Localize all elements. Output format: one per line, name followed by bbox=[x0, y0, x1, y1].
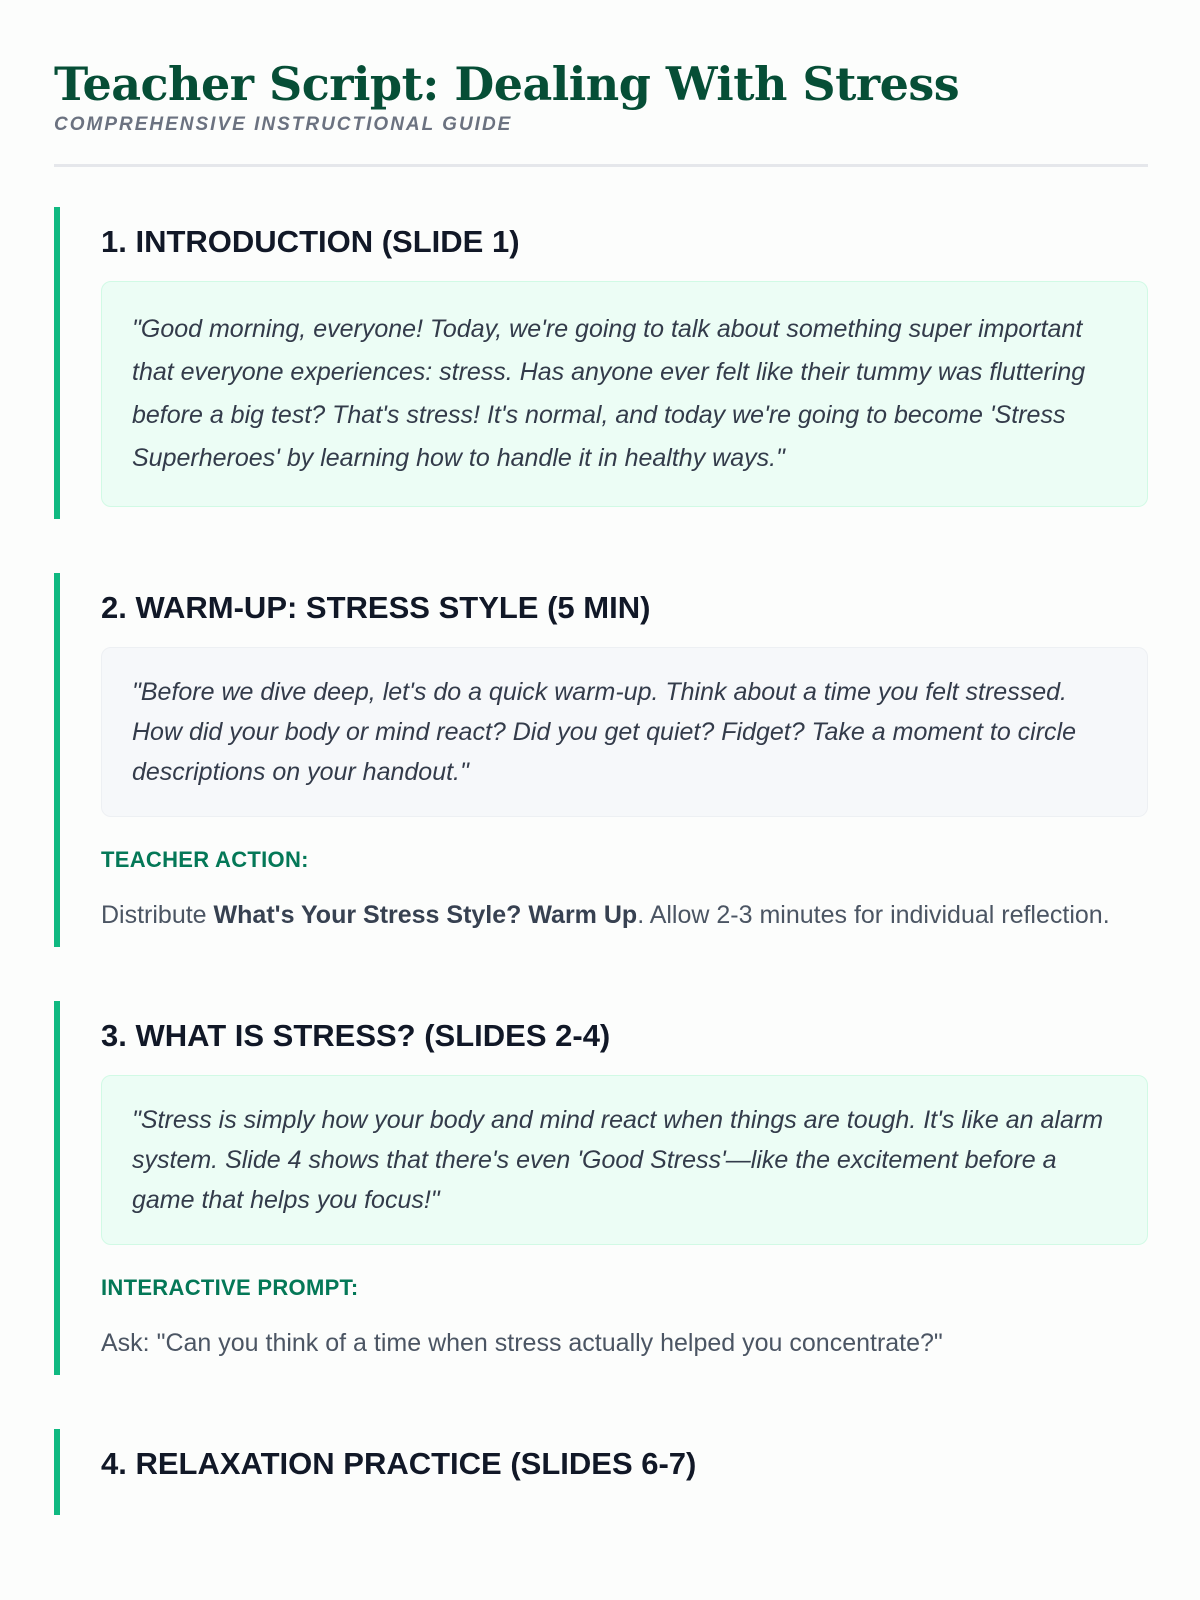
teacher-script-box: "Stress is simply how your body and mind react when things are tough. It's like an alarm system. Slide 4 shows that there's even 'Good Stress'—like the excitement before a game that helps you focus!" bbox=[101, 1075, 1148, 1245]
teacher-action-label: TEACHER ACTION: bbox=[101, 847, 309, 872]
teacher-action-text bbox=[101, 895, 1148, 935]
header-divider bbox=[54, 164, 1148, 167]
teacher-script-box: "Good morning, everyone! Today, we're going to talk about something super important that everyone experiences: stress. Has anyone ever felt like their tummy was fluttering before a big test? That's stress! It's normal, and today we're going to become 'Stress Superheroes' by learning how to handle it in healthy ways." bbox=[101, 281, 1148, 507]
teacher-script-box: "Before we dive deep, let's do a quick warm-up. Think about a time you felt stressed. How did your body or mind react? Did you get quiet? Fidget? Take a moment to circle descriptions on your handout." bbox=[101, 647, 1148, 817]
section-heading: 4. RELAXATION PRACTICE (SLIDES 6-7) bbox=[101, 1446, 697, 1481]
section-heading: 1. INTRODUCTION (SLIDE 1) bbox=[101, 224, 520, 259]
section-heading: 2. WARM-UP: STRESS STYLE (5 MIN) bbox=[101, 590, 651, 625]
section-introduction bbox=[54, 207, 1148, 519]
section-heading: 3. WHAT IS STRESS? (SLIDES 2-4) bbox=[101, 1018, 611, 1053]
section-relaxation-practice bbox=[54, 1429, 1148, 1515]
body-text-prefix: Distribute bbox=[101, 901, 214, 929]
page-title: Teacher Script: Dealing With Stress bbox=[54, 57, 960, 111]
body-text-suffix: . Allow 2-3 minutes for individual reflection. bbox=[637, 901, 1110, 929]
section-warm-up bbox=[54, 573, 1148, 947]
section-what-is-stress bbox=[54, 1001, 1148, 1375]
page-subtitle: COMPREHENSIVE INSTRUCTIONAL GUIDE bbox=[54, 114, 513, 135]
interactive-prompt-label: INTERACTIVE PROMPT: bbox=[101, 1275, 359, 1300]
handout-title: What's Your Stress Style? Warm Up bbox=[213, 901, 638, 929]
interactive-prompt-text: Ask: "Can you think of a time when stress actually helped you concentrate?" bbox=[101, 1329, 943, 1357]
